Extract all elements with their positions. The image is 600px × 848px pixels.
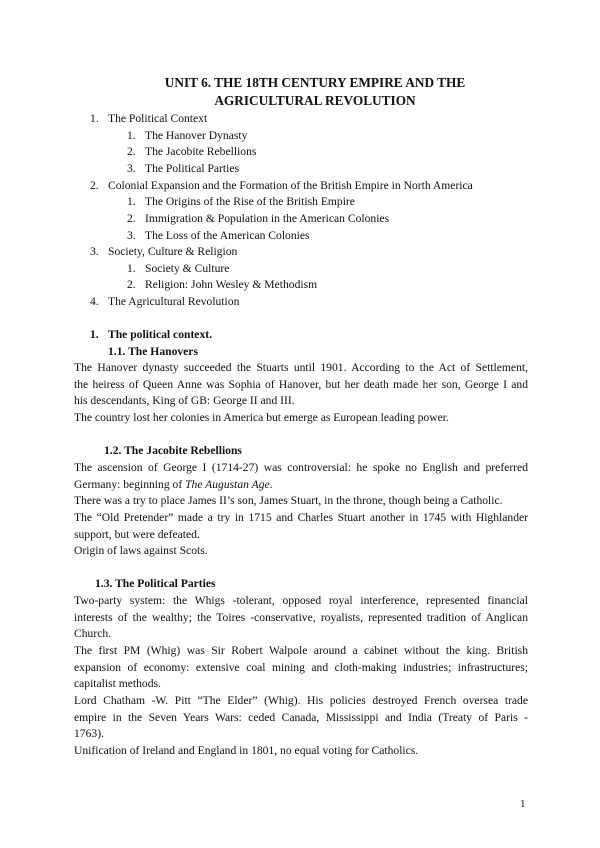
toc-sub-item: The Origins of the Rise of the British Empire (145, 195, 355, 208)
toc-sub-number: 3. (127, 162, 136, 175)
page-number: 1 (520, 798, 526, 810)
paragraph-line: The “Old Pretender” made a try in 1715 and Charles Stuart another in 1745 with Highlander (74, 511, 528, 524)
paragraph (74, 693, 528, 743)
paragraph-line: expansion of economy: extensive coal mining and cloth-making industries; infrastructures; (74, 660, 528, 674)
text-run: Germany: beginning of (74, 477, 186, 491)
paragraph-line: support, but were defeated. (74, 527, 200, 541)
paragraph (74, 510, 528, 543)
title-line-2: AGRICULTURAL REVOLUTION (214, 93, 416, 108)
paragraph (74, 593, 528, 643)
paragraph-line: capitalist methods. (74, 677, 161, 691)
subsection-heading: 1.2. The Jacobite Rebellions (104, 444, 242, 457)
paragraph-line (74, 477, 528, 494)
toc-sub-number: 3. (127, 229, 136, 242)
paragraph (74, 543, 528, 560)
toc-sub-item: The Political Parties (145, 162, 240, 175)
toc-number: 3. (90, 245, 99, 258)
subsection-heading: 1.1. The Hanovers (108, 345, 198, 358)
toc-sub-number: 1. (127, 129, 136, 142)
toc-sub-number: 2. (127, 278, 136, 291)
paragraph-line: the heiress of Queen Anne was Sophia of Hanover, but her death made her son, George I and (74, 377, 528, 391)
toc-item: Society, Culture & Religion (108, 245, 238, 258)
paragraph (74, 360, 528, 410)
toc-sub-number: 2. (127, 145, 136, 158)
toc-sub-item: Immigration & Population in the American Colonies (145, 212, 390, 225)
title-line-1: UNIT 6. THE 18TH CENTURY EMPIRE AND THE (164, 75, 466, 90)
toc-item: The Political Context (108, 112, 208, 125)
section-heading: The political context. (108, 328, 213, 341)
paragraph-line: The ascension of George I (1714-27) was controversial: he spoke no English and preferred (74, 461, 528, 474)
paragraph-line: interests of the wealthy; the Toires -conservative, royalists, represented tradition of Anglican (74, 610, 528, 624)
paragraph-line: The first PM (Whig) was Sir Robert Walpole around a cabinet without the king. British (74, 644, 528, 657)
toc-sub-number: 1. (127, 195, 136, 208)
paragraph (74, 460, 528, 493)
paragraph-line: Church. (74, 627, 112, 641)
paragraph-line: The Hanover dynasty succeeded the Stuarts until 1901. According to the Act of Settlement, (74, 361, 528, 374)
paragraph-line: empire in the Seven Years Wars: ceded Canada, Mississippi and India (Treaty of Paris - (74, 710, 528, 724)
toc-sub-item: Religion: John Wesley & Methodism (145, 278, 318, 291)
toc-number: 1. (90, 112, 99, 125)
paragraph-line: Unification of Ireland and England in 1801, no equal voting for Catholics. (74, 744, 419, 757)
toc-number: 2. (90, 179, 99, 192)
section-number: 1. (90, 328, 99, 341)
paragraph (74, 743, 528, 760)
toc-sub-number: 2. (127, 212, 136, 225)
paragraph-line: 1763). (74, 727, 104, 741)
paragraph-line: The country lost her colonies in America but emerge as European leading power. (74, 411, 449, 424)
paragraph-line: Two-party system: the Whigs -tolerant, opposed royal interference, represented financial (74, 594, 528, 607)
toc-sub-number: 1. (127, 262, 136, 275)
paragraph (74, 493, 528, 510)
paragraph-line: his descendants, King of GB: George II and III. (74, 394, 295, 408)
paragraph-line: Lord Chatham -W. Pitt “The Elder” (Whig). His policies destroyed French oversea trade (74, 694, 528, 707)
text-run: . (269, 477, 273, 491)
toc-item: Colonial Expansion and the Formation of the British Empire in North America (108, 179, 473, 192)
toc-item: The Agricultural Revolution (108, 295, 240, 308)
toc-number: 4. (90, 295, 99, 308)
subsection-heading: 1.3. The Political Parties (95, 577, 216, 590)
paragraph (74, 643, 528, 693)
paragraph-line: There was a try to place James II’s son, James Stuart, in the throne, though being a Catholic. (74, 494, 503, 507)
paragraph (74, 410, 528, 427)
paragraph-line: Origin of laws against Scots. (74, 544, 208, 557)
toc-sub-item: The Jacobite Rebellions (145, 145, 257, 158)
toc-sub-item: Society & Culture (145, 262, 230, 275)
italic-term: The Augustan Age (185, 477, 270, 491)
toc-sub-item: The Loss of the American Colonies (145, 229, 310, 242)
toc-sub-item: The Hanover Dynasty (145, 129, 248, 142)
